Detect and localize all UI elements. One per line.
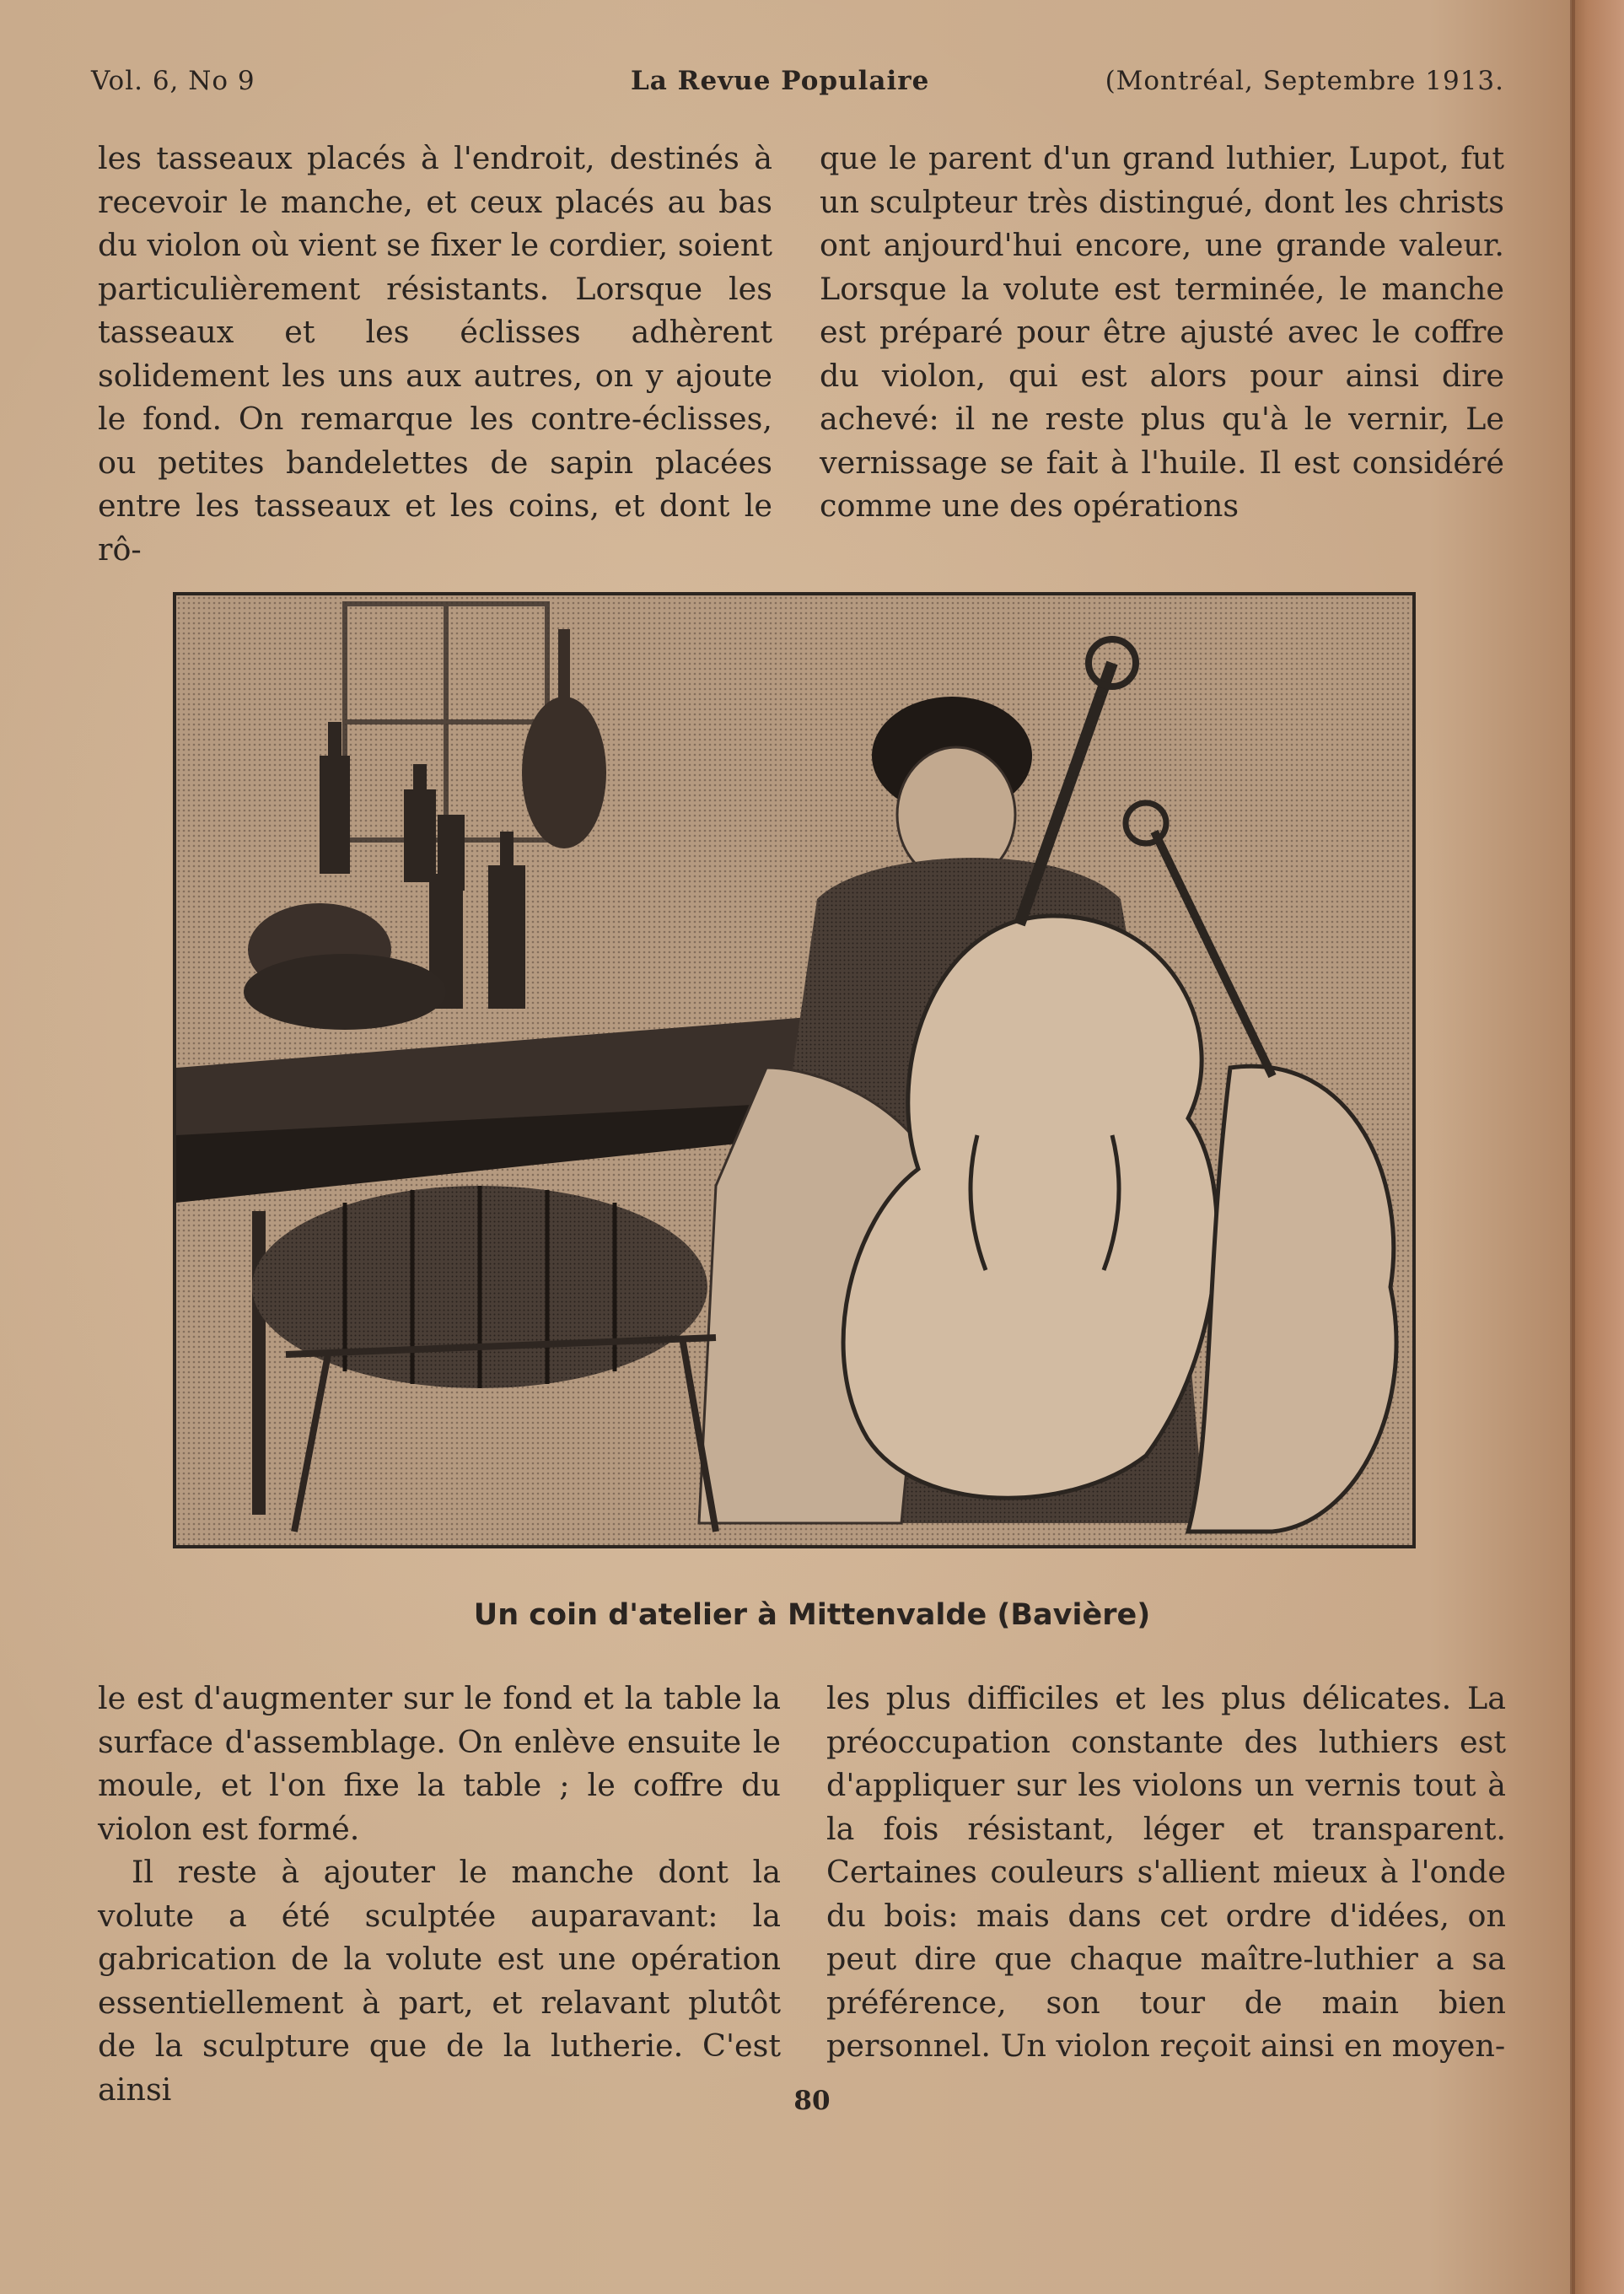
illustration-atelier: [173, 592, 1416, 1548]
paragraph: les plus difficiles et les plus délicates. La préoccupation constante des luthiers est d'appliquer sur les violons un vernis tout à la fois résistant, léger et transparent. Certaines couleurs s'allient mieux à l'onde du bois: mais dans cet ordre d'idées, on peut dire que chaque maître-luthier a sa préférence, son tour de main bien personnel. Un violon reçoit ainsi en moyen-: [826, 1680, 1506, 2064]
running-header: [91, 66, 1504, 108]
paragraph: les tasseaux placés à l'endroit, destinés à recevoir le manche, et ceux placés au bas du violon où vient se fixer le cordier, soient particulièrement résistants. Lorsque les tasseaux et les éclisses adhèrent solidement les uns aux autres, on y ajoute le fond. On remarque les contre-éclisses, ou petites bandelettes de sapin placées entre les tasseaux et les coins, et dont le rô-: [98, 140, 772, 568]
engraving-illustration: [176, 595, 1412, 1545]
instrument-mould: [252, 1186, 707, 1388]
text-column-bottom-right: [826, 1677, 1506, 2068]
header-volume: Vol. 6, No 9: [91, 66, 255, 96]
paragraph: Il reste à ajouter le manche dont la volute a été sculptée auparavant: la gabrication de la volute est une opération essentiellement à part, et relavant plutôt de la sculpture que de la lutherie. C'est ainsi: [98, 1854, 781, 2108]
header-date: (Montréal, Septembre 1913.: [1105, 66, 1504, 96]
paragraph: le est d'augmenter sur le fond et la table la surface d'assemblage. On enlève ensuite le moule, et l'on fixe la table ; le coffre du violon est formé.: [98, 1680, 781, 1847]
text-column-top-right: [820, 137, 1504, 528]
figure-caption: Un coin d'atelier à Mittenvalde (Bavière): [473, 1598, 1151, 1632]
header-journal-title: La Revue Populaire: [631, 66, 930, 96]
text-column-bottom-left: [98, 1677, 781, 2111]
text-column-top-left: [98, 137, 772, 571]
page-number: 80: [793, 2086, 831, 2116]
paragraph: que le parent d'un grand luthier, Lupot, fut un sculpteur très distingué, dont les christs ont anjourd'hui encore, une grande valeur. Lorsque la volute est terminée, le manche est préparé pour être ajusté avec le coffre du violon, qui est alors pour ainsi dire achevé: il ne reste plus qu'à le vernir, Le vernissage se fait à l'huile. Il est considéré comme une des opérations: [820, 140, 1504, 524]
page-edge-shadow: [1570, 0, 1575, 2294]
page-edge: [1572, 0, 1624, 2294]
